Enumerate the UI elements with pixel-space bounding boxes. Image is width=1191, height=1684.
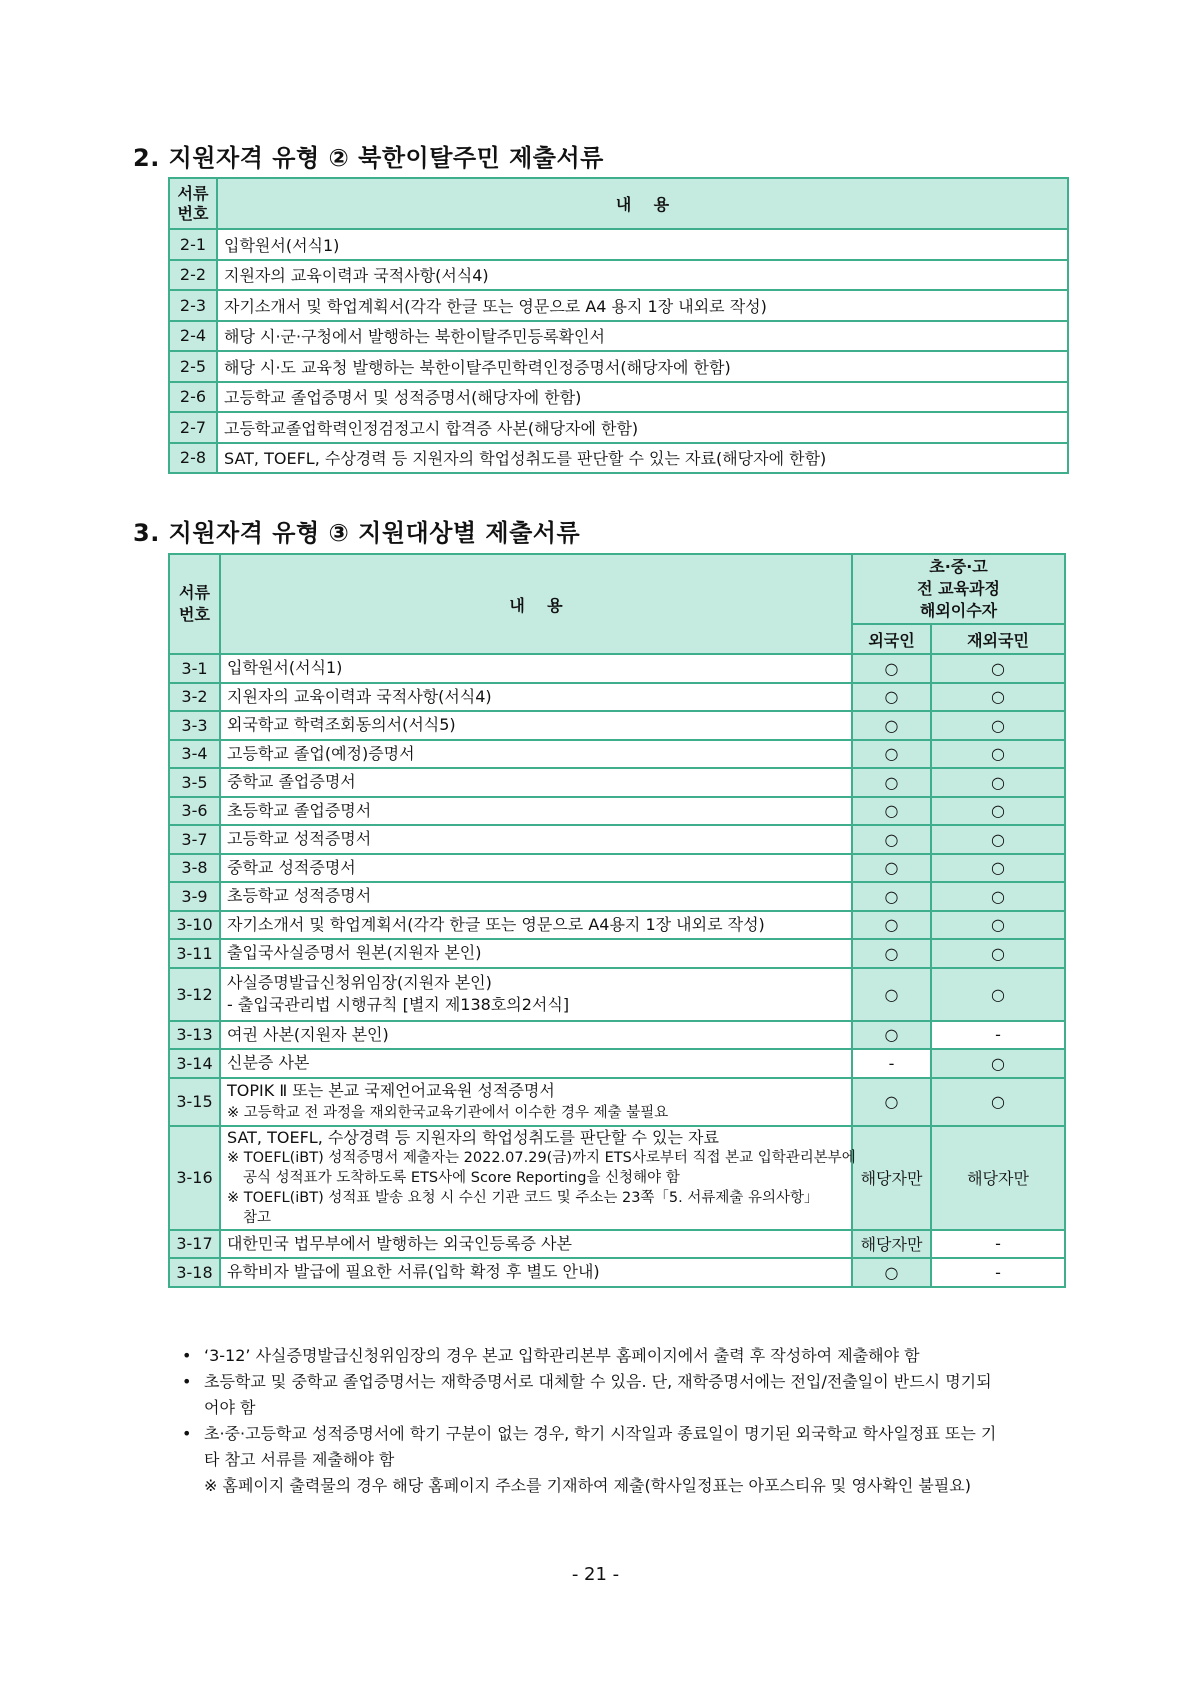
document-content: 입학원서(서식1) — [217, 229, 1068, 260]
document-number: 3-6 — [169, 797, 220, 826]
content-note-text: 참고 — [243, 1209, 272, 1226]
content-note-text: ※ TOEFL(iBT) 성적표 발송 요청 시 수신 기관 코드 및 주소는 23쪽「5. 서류제출 유의사항」 — [227, 1189, 819, 1206]
document-number: 3-2 — [169, 683, 220, 712]
table-row — [169, 412, 1068, 443]
document-content: 해당 시·군·구청에서 발행하는 북한이탈주민등록확인서 — [217, 321, 1068, 352]
document-number: 3-14 — [169, 1049, 220, 1078]
document-content — [220, 825, 852, 854]
table-row — [169, 443, 1068, 474]
document-number: 2-1 — [169, 229, 217, 260]
foreigner-mark: ○ — [852, 825, 931, 854]
section-2-table-body — [169, 229, 1068, 473]
content-line: 신분증 사본 — [227, 1053, 310, 1073]
content-line: 고등학교 졸업(예정)증명서 — [227, 743, 415, 763]
document-content — [220, 882, 852, 911]
overseas-korean-mark: ○ — [931, 1078, 1065, 1126]
document-content: SAT, TOEFL, 수상경력 등 지원자의 학업성취도를 판단할 수 있는 자료(해당자에 한함) — [217, 443, 1068, 474]
document-number: 3-9 — [169, 882, 220, 911]
note-item — [178, 1421, 1073, 1473]
foreigner-mark: ○ — [852, 854, 931, 883]
document-number: 2-8 — [169, 443, 217, 474]
foreigner-mark: ○ — [852, 968, 931, 1021]
table-row — [169, 351, 1068, 382]
foreigner-mark: ○ — [852, 1078, 931, 1126]
content-line: 대한민국 법무부에서 발행하는 외국인등록증 사본 — [227, 1233, 572, 1253]
document-number: 3-7 — [169, 825, 220, 854]
foreigner-mark: ○ — [852, 711, 931, 740]
content-line: 유학비자 발급에 필요한 서류(입학 확정 후 별도 안내) — [227, 1262, 600, 1282]
table-row — [169, 382, 1068, 413]
table-row — [169, 1258, 1065, 1287]
overseas-korean-mark: ○ — [931, 854, 1065, 883]
document-number: 3-4 — [169, 740, 220, 769]
document-number: 3-17 — [169, 1230, 220, 1259]
foreigner-mark: ○ — [852, 797, 931, 826]
content-line: 출입국사실증명서 원본(지원자 본인) — [227, 943, 482, 963]
header-document-number: 서류 번호 — [169, 178, 217, 229]
content-line: 중학교 졸업증명서 — [227, 772, 356, 792]
content-line: 자기소개서 및 학업계획서(각각 한글 또는 영문으로 A4용지 1장 내외로 작성) — [227, 914, 765, 934]
table-row — [169, 882, 1065, 911]
overseas-korean-mark: ○ — [931, 768, 1065, 797]
header-foreigner: 외국인 — [852, 624, 931, 654]
note-item — [178, 1369, 1073, 1421]
table-row — [169, 711, 1065, 740]
foreigner-mark: ○ — [852, 654, 931, 683]
document-number: 2-5 — [169, 351, 217, 382]
table-row — [169, 1126, 1065, 1230]
document-number: 3-18 — [169, 1258, 220, 1287]
document-number: 2-4 — [169, 321, 217, 352]
content-line: 고등학교 성적증명서 — [227, 829, 372, 849]
document-number: 3-10 — [169, 911, 220, 940]
table-row — [169, 1230, 1065, 1259]
note-item — [178, 1343, 1073, 1369]
bullet-icon: • — [182, 1372, 192, 1391]
content-line: - 출입국관리법 시행규칙 [별지 제138호의2서식] — [227, 995, 570, 1014]
table-row — [169, 911, 1065, 940]
document-content — [220, 740, 852, 769]
document-content — [220, 939, 852, 968]
content-line: TOPIK Ⅱ 또는 본교 국제언어교육원 성적증명서 — [227, 1080, 555, 1100]
foreigner-mark: ○ — [852, 882, 931, 911]
document-number: 2-2 — [169, 260, 217, 291]
overseas-korean-mark: ○ — [931, 797, 1065, 826]
content-line: 초등학교 졸업증명서 — [227, 800, 372, 820]
table-row — [169, 1049, 1065, 1078]
bullet-icon: • — [182, 1424, 192, 1443]
foreigner-mark: 해당자만 — [852, 1230, 931, 1259]
table-header-row — [169, 554, 1065, 624]
document-content — [220, 711, 852, 740]
table-row — [169, 825, 1065, 854]
document-content: 지원자의 교육이력과 국적사항(서식4) — [217, 260, 1068, 291]
document-number: 3-11 — [169, 939, 220, 968]
header-overseas-korean: 재외국민 — [931, 624, 1065, 654]
content-note-text: ※ 고등학교 전 과정을 재외한국교육기관에서 이수한 경우 제출 불필요 — [227, 1104, 669, 1121]
document-content — [220, 683, 852, 712]
section-2-table — [168, 177, 1069, 474]
note-line: 타 참고 서류를 제출해야 함 — [204, 1450, 395, 1469]
foreigner-mark: ○ — [852, 939, 931, 968]
table-header-row — [169, 178, 1068, 229]
document-content — [220, 854, 852, 883]
content-line: 여권 사본(지원자 본인) — [227, 1024, 389, 1044]
document-number: 3-3 — [169, 711, 220, 740]
content-line: 외국학교 학력조회동의서(서식5) — [227, 715, 456, 735]
document-content — [220, 1078, 852, 1126]
foreigner-mark: - — [852, 1049, 931, 1078]
content-line: 사실증명발급신청위임장(지원자 본인) — [227, 973, 492, 992]
bullet-icon: • — [182, 1346, 192, 1365]
note-line: 어야 함 — [204, 1398, 256, 1417]
header-applicant-group: 초·중·고 전 교육과정 해외이수자 — [852, 554, 1065, 624]
content-note-text: 공식 성적표가 도착하도록 ETS사에 Score Reporting을 신청해야 함 — [243, 1169, 680, 1186]
table-row — [169, 260, 1068, 291]
overseas-korean-mark: ○ — [931, 825, 1065, 854]
content-note-line — [227, 1188, 851, 1208]
content-line: 중학교 성적증명서 — [227, 857, 356, 877]
note-line: 초등학교 및 중학교 졸업증명서는 재학증명서로 대체할 수 있음. 단, 재학증명서에는 전입/전출일이 반드시 명기되 — [204, 1372, 992, 1391]
document-number: 3-5 — [169, 768, 220, 797]
content-note-line — [227, 1102, 851, 1124]
content-note-line — [227, 1208, 851, 1228]
document-number: 3-1 — [169, 654, 220, 683]
table-row — [169, 854, 1065, 883]
table-row — [169, 768, 1065, 797]
table-row — [169, 683, 1065, 712]
table-row — [169, 740, 1065, 769]
table-row — [169, 229, 1068, 260]
document-number: 2-3 — [169, 290, 217, 321]
overseas-korean-mark: - — [931, 1021, 1065, 1050]
content-line: SAT, TOEFL, 수상경력 등 지원자의 학업성취도를 판단할 수 있는 자료 — [227, 1127, 719, 1147]
header-content: 내 용 — [217, 178, 1068, 229]
table-row — [169, 654, 1065, 683]
table-row — [169, 1078, 1065, 1126]
document-content — [220, 911, 852, 940]
content-line: 초등학교 성적증명서 — [227, 886, 372, 906]
content-line: 지원자의 교육이력과 국적사항(서식4) — [227, 686, 492, 706]
overseas-korean-mark: 해당자만 — [931, 1126, 1065, 1230]
table-row — [169, 290, 1068, 321]
foreigner-mark: ○ — [852, 911, 931, 940]
table-row — [169, 939, 1065, 968]
content-line: 입학원서(서식1) — [227, 658, 343, 678]
foreigner-mark: 해당자만 — [852, 1126, 931, 1230]
overseas-korean-mark: ○ — [931, 654, 1065, 683]
content-note-text: ※ TOEFL(iBT) 성적증명서 제출자는 2022.07.29(금)까지 ETS사로부터 직접 본교 입학관리본부에 — [227, 1149, 856, 1166]
document-content — [220, 797, 852, 826]
document-content — [220, 1230, 852, 1259]
section-3-table — [168, 553, 1066, 1288]
overseas-korean-mark: ○ — [931, 968, 1065, 1021]
notes-list — [178, 1343, 1073, 1499]
document-number: 3-16 — [169, 1126, 220, 1230]
table-row — [169, 1021, 1065, 1050]
header-document-number: 서류 번호 — [169, 554, 220, 654]
overseas-korean-mark: ○ — [931, 882, 1065, 911]
document-content — [220, 1258, 852, 1287]
overseas-korean-mark: ○ — [931, 740, 1065, 769]
header-content: 내 용 — [220, 554, 852, 654]
content-note-line — [227, 1168, 851, 1188]
overseas-korean-mark: ○ — [931, 939, 1065, 968]
document-number: 3-15 — [169, 1078, 220, 1126]
document-number: 3-12 — [169, 968, 220, 1021]
foreigner-mark: ○ — [852, 1021, 931, 1050]
document-content: 자기소개서 및 학업계획서(각각 한글 또는 영문으로 A4 용지 1장 내외로 작성) — [217, 290, 1068, 321]
section-3-table-body — [169, 654, 1065, 1287]
overseas-korean-mark: ○ — [931, 711, 1065, 740]
document-content: 해당 시·도 교육청 발행하는 북한이탈주민학력인정증명서(해당자에 한함) — [217, 351, 1068, 382]
foreigner-mark: ○ — [852, 1258, 931, 1287]
document-content — [220, 1021, 852, 1050]
section-3-title: 3. 지원자격 유형 ③ 지원대상별 제출서류 — [133, 519, 581, 547]
note-line: ‘3-12’ 사실증명발급신청위임장의 경우 본교 입학관리본부 홈페이지에서 출력 후 작성하여 제출해야 함 — [204, 1346, 920, 1365]
foreigner-mark: ○ — [852, 683, 931, 712]
foreigner-mark: ○ — [852, 768, 931, 797]
section-2-title: 2. 지원자격 유형 ② 북한이탈주민 제출서류 — [133, 144, 604, 172]
content-note-line — [227, 1148, 856, 1168]
document-content: 고등학교 졸업증명서 및 성적증명서(해당자에 한함) — [217, 382, 1068, 413]
document-number: 3-13 — [169, 1021, 220, 1050]
document-number: 3-8 — [169, 854, 220, 883]
document-content — [220, 1049, 852, 1078]
document-content — [220, 968, 852, 1021]
table-row — [169, 797, 1065, 826]
document-number: 2-7 — [169, 412, 217, 443]
foreigner-mark: ○ — [852, 740, 931, 769]
document-content — [220, 654, 852, 683]
document-content: 고등학교졸업학력인정검정고시 합격증 사본(해당자에 한함) — [217, 412, 1068, 443]
overseas-korean-mark: - — [931, 1258, 1065, 1287]
note-sub-item: ※ 홈페이지 출력물의 경우 해당 홈페이지 주소를 기재하여 제출(학사일정표는 아포스티유 및 영사확인 불필요) — [204, 1476, 971, 1495]
table-row — [169, 968, 1065, 1021]
overseas-korean-mark: ○ — [931, 683, 1065, 712]
table-row — [169, 321, 1068, 352]
overseas-korean-mark: ○ — [931, 1049, 1065, 1078]
document-content — [220, 1126, 856, 1230]
overseas-korean-mark: ○ — [931, 911, 1065, 940]
document-number: 2-6 — [169, 382, 217, 413]
overseas-korean-mark: - — [931, 1230, 1065, 1259]
note-line: 초·중·고등학교 성적증명서에 학기 구분이 없는 경우, 학기 시작일과 종료일이 명기된 외국학교 학사일정표 또는 기 — [204, 1424, 997, 1443]
document-content — [220, 768, 852, 797]
page-number: - 21 - — [571, 1564, 620, 1585]
